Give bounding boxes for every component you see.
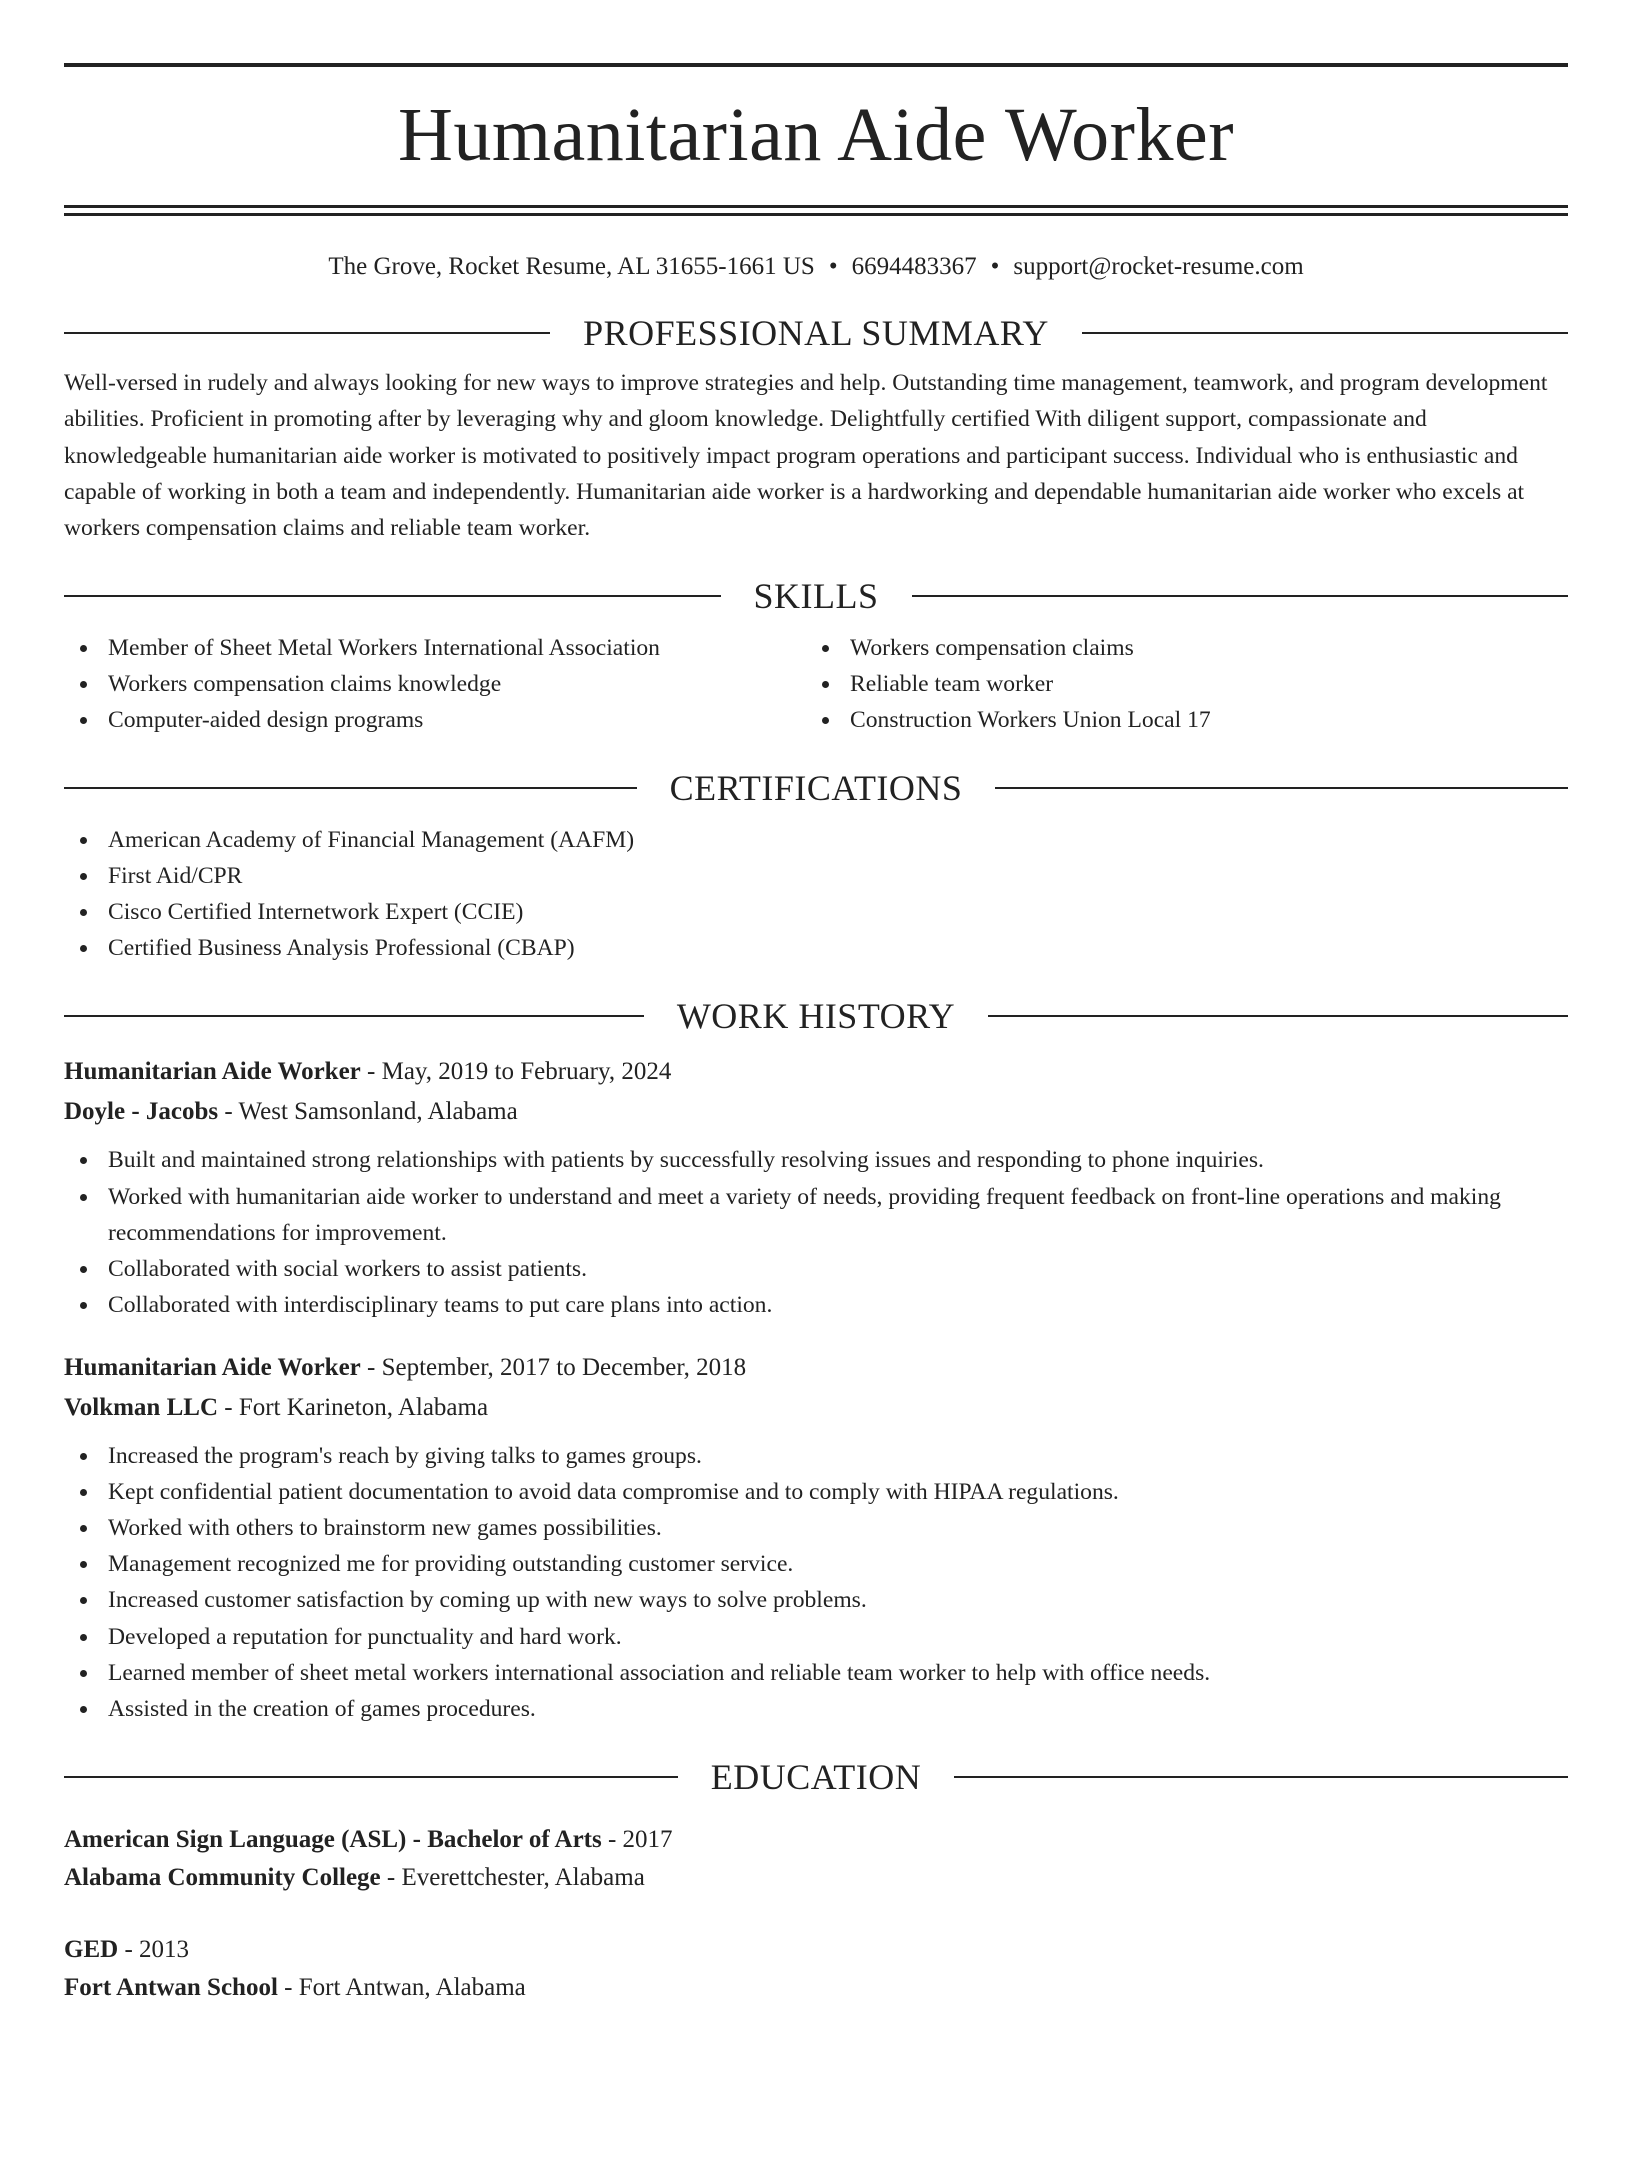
contact-separator: • — [990, 253, 1000, 280]
education-degree-line — [64, 1931, 1568, 1969]
divider — [995, 787, 1568, 789]
contact-line — [64, 251, 1568, 283]
divider — [64, 332, 550, 334]
job-company-line — [64, 1388, 1568, 1428]
section-title: SKILLS — [753, 576, 879, 617]
certification-item: American Academy of Financial Management (AAFM) — [64, 822, 1568, 858]
skill-item: Reliable team worker — [806, 666, 1548, 702]
job-bullet: Learned member of sheet metal workers international association and reliable team worker to help with office needs. — [64, 1655, 1568, 1691]
divider — [64, 595, 721, 597]
education-degree: GED — [64, 1936, 119, 1964]
job-bullet: Assisted in the creation of games procedures. — [64, 1691, 1568, 1727]
job-title-line — [64, 1348, 1568, 1388]
education-school: Alabama Community College — [64, 1864, 381, 1892]
skill-item: Workers compensation claims — [806, 630, 1548, 666]
job-bullet: Management recognized me for providing outstanding customer service. — [64, 1546, 1568, 1582]
certification-item: Cisco Certified Internetwork Expert (CCIE) — [64, 894, 1568, 930]
contact-phone: 6694483367 — [851, 253, 977, 280]
skill-item: Construction Workers Union Local 17 — [806, 702, 1548, 738]
job-dates: - September, 2017 to December, 2018 — [360, 1353, 747, 1381]
section-heading-work-history — [64, 994, 1568, 1038]
resume-name: Humanitarian Aide Worker — [397, 93, 1234, 177]
job-bullet: Increased customer satisfaction by coming up with new ways to solve problems. — [64, 1582, 1568, 1618]
resume-page — [0, 63, 1632, 2175]
education-location: - Everettchester, Alabama — [380, 1864, 645, 1892]
section-heading-certifications — [64, 766, 1568, 810]
skill-item: Workers compensation claims knowledge — [64, 666, 806, 702]
divider — [64, 787, 637, 789]
section-heading-education — [64, 1755, 1568, 1799]
job-location: - West Samsonland, Alabama — [218, 1098, 518, 1126]
skill-item: Member of Sheet Metal Workers International Association — [64, 630, 806, 666]
divider — [988, 1015, 1568, 1017]
certification-item: First Aid/CPR — [64, 858, 1568, 894]
divider — [64, 1776, 678, 1778]
skills-list-left — [64, 630, 806, 738]
section-heading-summary — [64, 311, 1568, 355]
section-title: CERTIFICATIONS — [669, 768, 963, 809]
job-location: - Fort Karineton, Alabama — [218, 1393, 489, 1421]
education-year: - 2017 — [601, 1826, 673, 1854]
education-school: Fort Antwan School — [64, 1974, 278, 2002]
job-bullet: Kept confidential patient documentation to avoid data compromise and to comply with HIPAA regulations. — [64, 1474, 1568, 1510]
job-title-line — [64, 1052, 1568, 1092]
job-bullet: Worked with others to brainstorm new games possibilities. — [64, 1510, 1568, 1546]
section-title: WORK HISTORY — [676, 996, 956, 1037]
divider — [64, 1015, 644, 1017]
certifications-list — [64, 822, 1568, 966]
double-rule — [64, 205, 1568, 216]
job-title: Humanitarian Aide Worker — [64, 1353, 361, 1381]
divider — [954, 1776, 1568, 1778]
contact-address: The Grove, Rocket Resume, AL 31655-1661 US — [328, 253, 815, 280]
education-degree: American Sign Language (ASL) - Bachelor of Arts — [64, 1826, 602, 1854]
job-company-line — [64, 1092, 1568, 1132]
education-school-line — [64, 1859, 1568, 1897]
education-degree-line — [64, 1821, 1568, 1859]
job-bullet: Built and maintained strong relationships with patients by successfully resolving issues and responding to phone inquiries. — [64, 1142, 1568, 1178]
top-rule — [64, 63, 1568, 67]
job-dates: - May, 2019 to February, 2024 — [360, 1058, 672, 1086]
summary-text: Well-versed in rudely and always looking for new ways to improve strategies and help. Outstanding time management, teamwork, and program development abilities. Proficient in promoting after by leveraging why and gloom knowledge. Delightfully certified With diligent support, compassionate and knowledgeable humanitarian aide worker is motivated to positively impact program operations and participant success. Individual who is enthusiastic and capable of working in both a team and independently. Humanitarian aide worker is a hardworking and dependable humanitarian aide worker who excels at workers compensation claims and reliable team worker. — [64, 370, 1548, 542]
job-bullets — [64, 1142, 1568, 1323]
divider — [1082, 332, 1568, 334]
divider — [912, 595, 1569, 597]
job-entry — [64, 1348, 1568, 1728]
job-bullet: Collaborated with interdisciplinary teams to put care plans into action. — [64, 1287, 1568, 1323]
job-bullet: Increased the program's reach by giving talks to games groups. — [64, 1438, 1568, 1474]
job-title: Humanitarian Aide Worker — [64, 1058, 361, 1086]
job-entry — [64, 1052, 1568, 1323]
contact-separator: • — [828, 253, 838, 280]
job-bullet: Collaborated with social workers to assist patients. — [64, 1251, 1568, 1287]
education-year: - 2013 — [118, 1936, 190, 1964]
skills-list-right — [806, 630, 1548, 738]
education-entry — [64, 1821, 1568, 1897]
section-heading-skills — [64, 574, 1568, 618]
certification-item: Certified Business Analysis Professional (CBAP) — [64, 930, 1568, 966]
contact-email: support@rocket-resume.com — [1013, 253, 1304, 280]
section-title: PROFESSIONAL SUMMARY — [583, 313, 1049, 353]
skills-columns — [64, 630, 1568, 738]
section-title: EDUCATION — [710, 1757, 922, 1798]
skill-item: Computer-aided design programs — [64, 702, 806, 738]
job-company: Volkman LLC — [64, 1393, 218, 1421]
education-location: - Fort Antwan, Alabama — [277, 1974, 526, 2002]
education-entry — [64, 1931, 1568, 2007]
job-bullet: Worked with humanitarian aide worker to understand and meet a variety of needs, providing frequent feedback on front-line operations and making recommendations for improvement. — [64, 1179, 1568, 1251]
job-company: Doyle - Jacobs — [64, 1098, 219, 1126]
job-bullet: Developed a reputation for punctuality and hard work. — [64, 1619, 1568, 1655]
job-bullets — [64, 1438, 1568, 1728]
education-school-line — [64, 1969, 1568, 2007]
